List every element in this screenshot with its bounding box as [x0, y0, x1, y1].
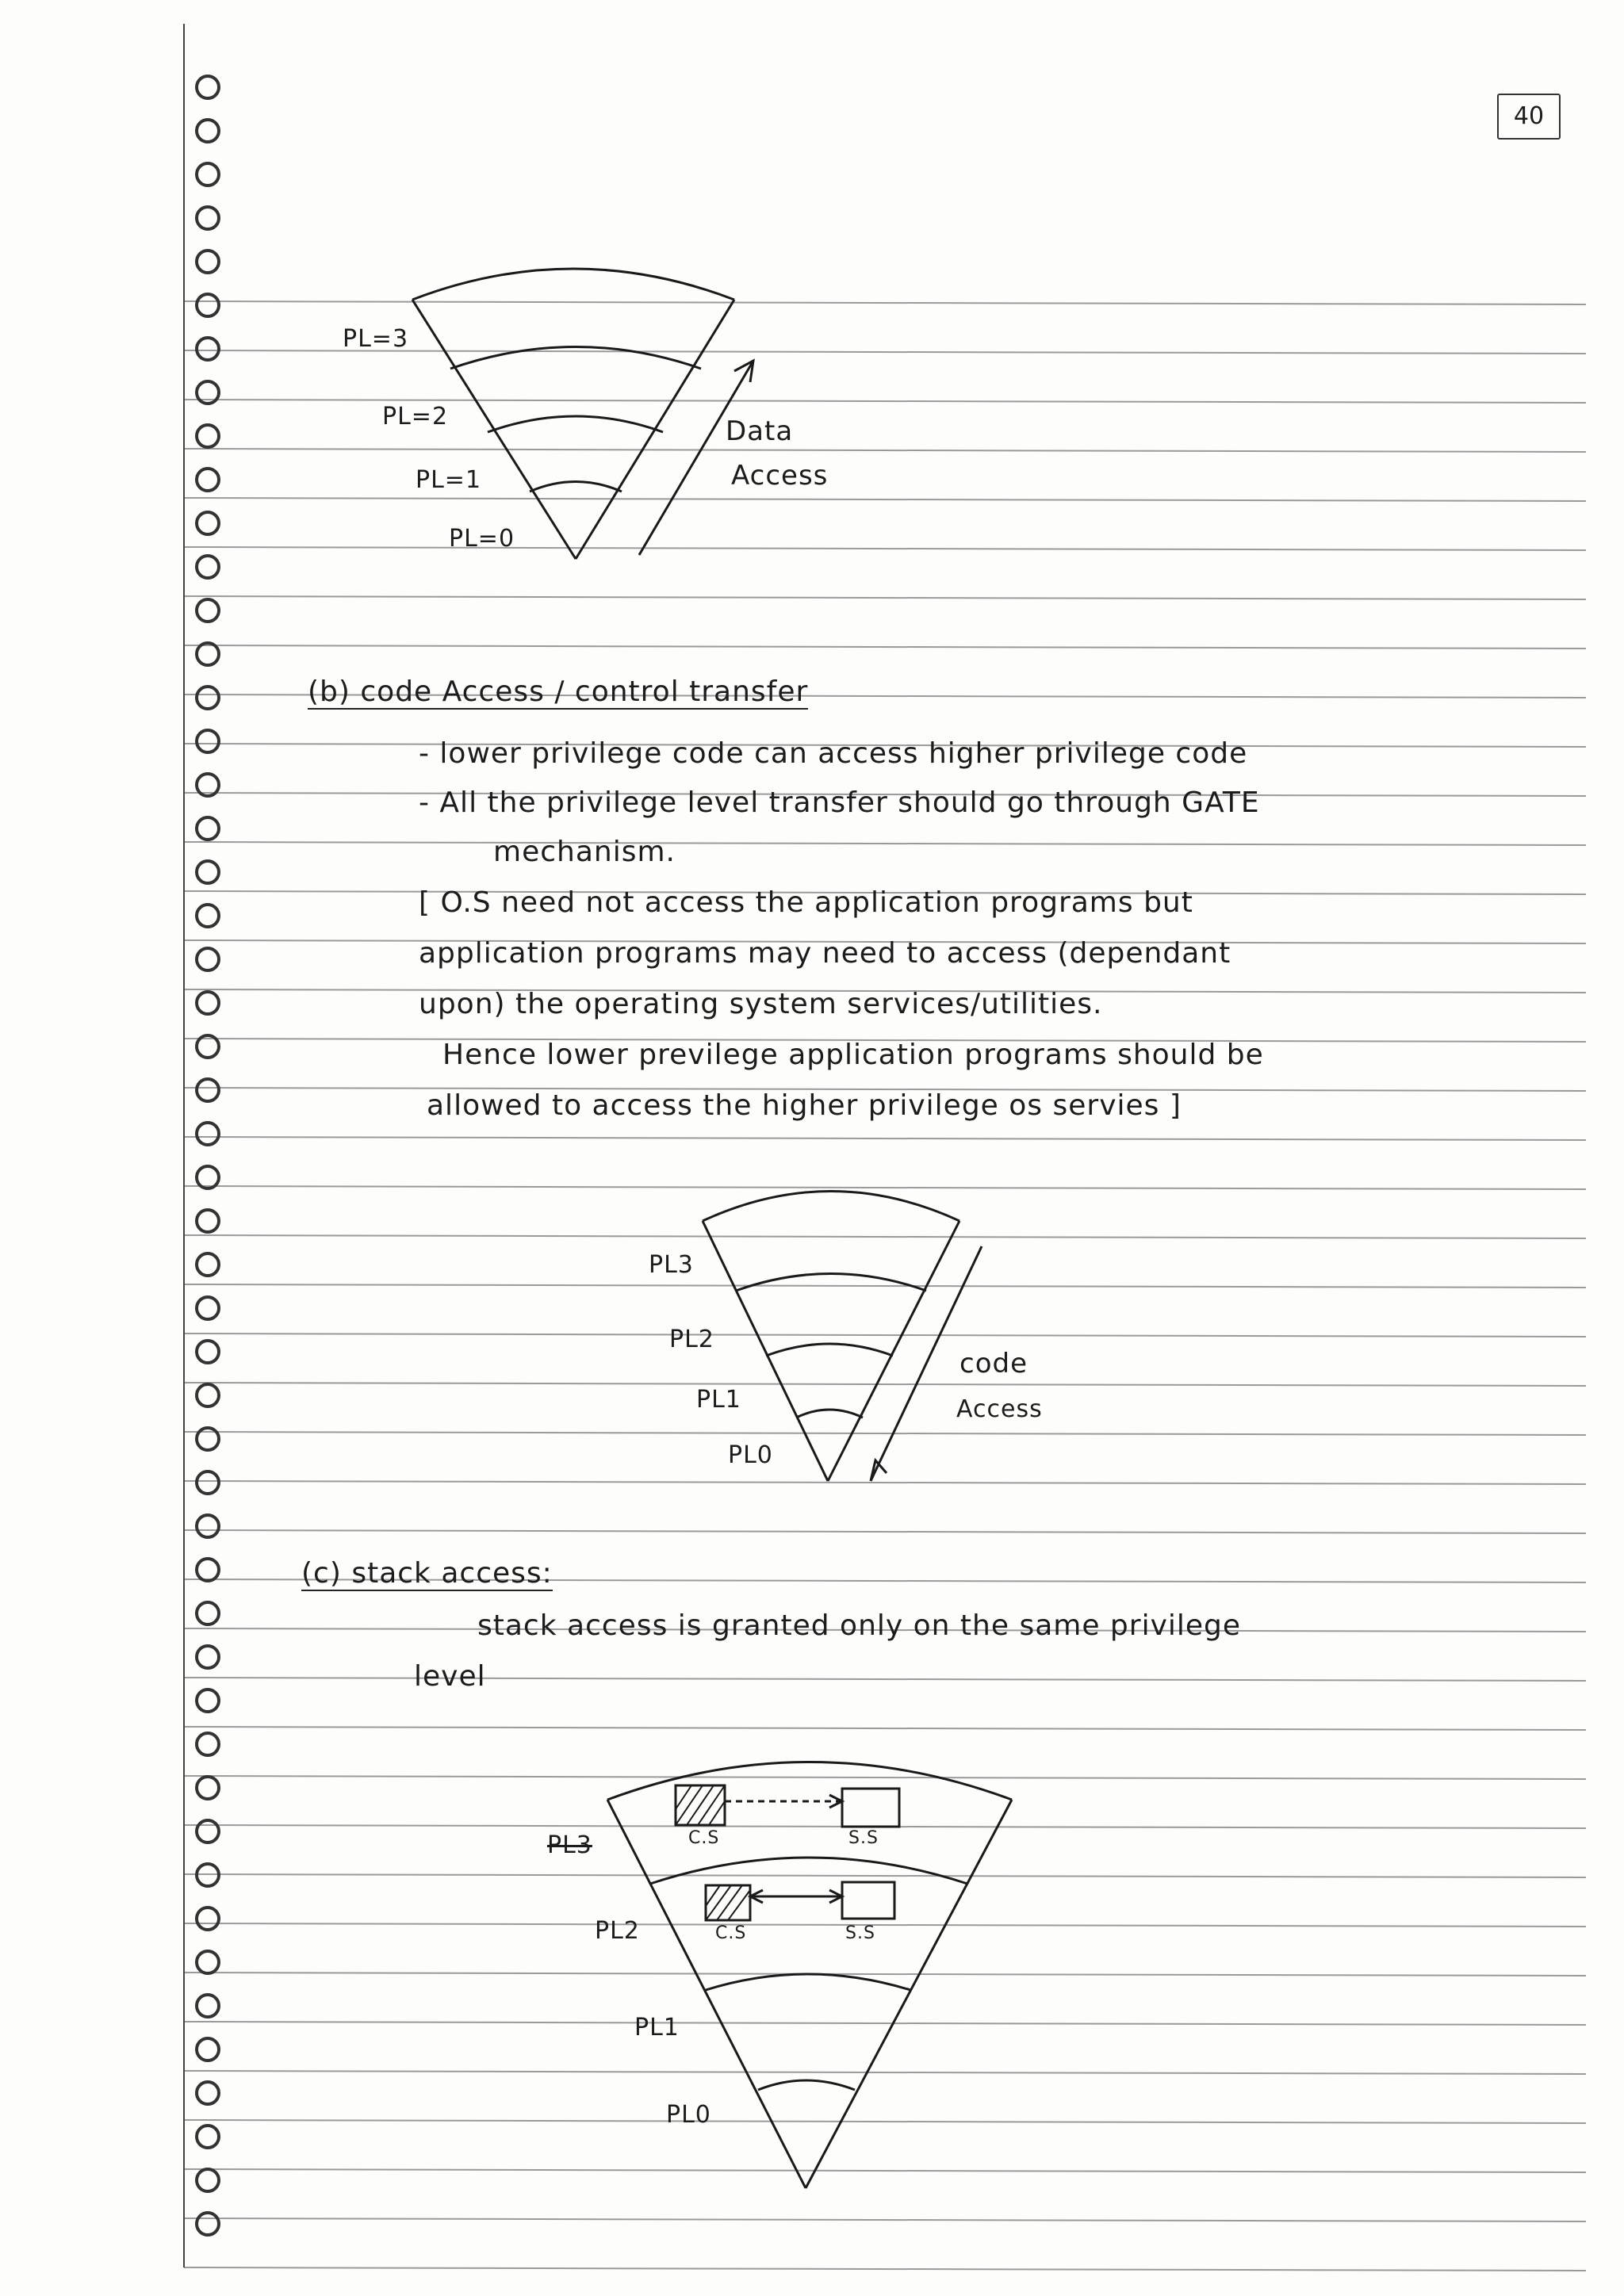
pl2-label: PL2: [595, 1917, 640, 1945]
pl3-label: PL3: [649, 1251, 694, 1279]
pl2-label: PL2: [669, 1326, 714, 1353]
pl1-boundary-arc: [758, 2080, 855, 2090]
pl2-cs-label: C.S: [715, 1923, 747, 1943]
pl2-stack-segment-box: [842, 1882, 894, 1919]
section-b-note-2: application programs may need to access (dependant: [419, 937, 1231, 970]
pl0-label: PL0: [666, 2101, 711, 2129]
pl1-label: PL=1: [416, 466, 482, 494]
section-b-heading: (b) code Access / control transfer: [308, 675, 809, 708]
pl3-label: PL3: [547, 1831, 592, 1859]
section-b-line-3: mechanism.: [493, 836, 676, 868]
section-b-note-4: Hence lower previlege application programs should be: [442, 1039, 1264, 1071]
page-number: 40: [1497, 94, 1561, 140]
cone-top-arc: [607, 1762, 1012, 1800]
pl3-boundary-arc: [650, 1858, 967, 1884]
section-c-line-1: stack access is granted only on the same privilege: [477, 1609, 1242, 1642]
section-b-line-2: - All the privilege level transfer should go through GATE: [419, 786, 1260, 819]
pl3-ss-label: S.S: [848, 1828, 879, 1848]
section-b-line-1: - lower privilege code can access higher privilege code: [419, 737, 1248, 770]
pl3-cs-label: C.S: [688, 1828, 720, 1848]
access-label: Access: [731, 460, 829, 492]
pl3-stack-segment-box: [842, 1789, 899, 1827]
pl0-label: PL0: [728, 1441, 773, 1469]
section-c-line-2: level: [414, 1660, 486, 1693]
pl0-label: PL=0: [449, 525, 515, 553]
pl1-label: PL1: [634, 2014, 680, 2042]
data-label: Data: [726, 415, 794, 447]
section-c-heading: (c) stack access:: [301, 1557, 553, 1590]
pl2-ss-label: S.S: [845, 1923, 875, 1943]
section-b-note-5: allowed to access the higher privilege os servies ]: [427, 1089, 1182, 1122]
pl1-label: PL1: [696, 1386, 741, 1414]
pl2-boundary-arc: [706, 1974, 910, 1990]
code-label: code: [959, 1348, 1028, 1380]
section-b-note-3: upon) the operating system services/utilities.: [419, 988, 1103, 1020]
pl3-label: PL=3: [343, 325, 409, 353]
pl2-label: PL=2: [382, 403, 449, 430]
section-b-note-1: [ O.S need not access the application programs but: [419, 886, 1193, 919]
access-label: Access: [956, 1395, 1043, 1423]
